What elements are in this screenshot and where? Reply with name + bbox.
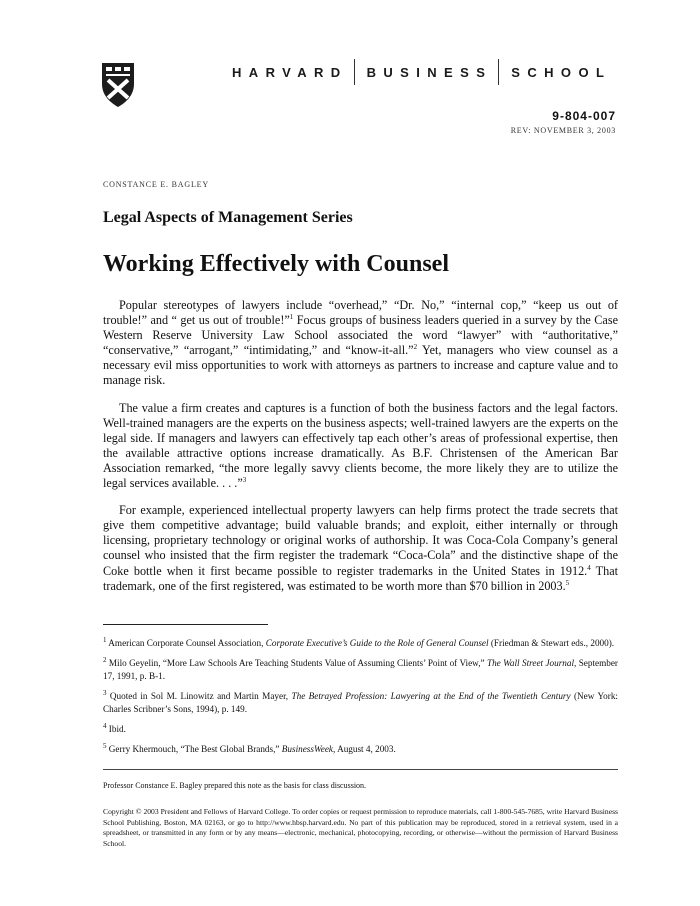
footnote-number: 1 [103,636,107,644]
footnotes [103,637,618,763]
footnote-number: 5 [103,742,107,750]
paragraph-text: For example, experienced intellectual property lawyers can help firms protect the trade secrets that give them competitive advantage; build valuable brands; and exploit, either internally or through licensing, proprietary technology or original works of authorship. It was Coca-Cola Company’s general counsel who insisted that the firm register the trademark “Coca-Cola” and the distinctive shape of the Coke bottle when it first became possible to register trademarks in the United States in 1912. [103,503,618,578]
footnote-divider [103,624,268,625]
footnote-text: Gerry Khermouch, “The Best Global Brands,” [106,744,282,754]
footnote-text: Ibid. [106,724,126,734]
prepared-note: Professor Constance E. Bagley prepared this note as the basis for class discussion. [103,781,367,790]
document-number: 9-804-007 [552,109,616,123]
paragraph [103,401,618,492]
paragraph-text: That trademark, one of the first registered, was estimated to be worth more than $70 billion in 2003. [103,563,618,593]
separator [498,59,499,85]
copyright-notice: Copyright © 2003 President and Fellows of Harvard College. To order copies or request permission to reproduce materials, call 1-800-545-7685, write Harvard Business School Publishing, Boston, MA 02163, or go to http://www.hbsp.harvard.edu. No part of this publication may be reproduced, stored in a retrieval system, used in a spreadsheet, or transmitted in any form or by any means—electronic, mechanical, photocopying, recording, or otherwise—without the permission of Harvard Business School. [103,807,618,848]
footnote-number: 2 [103,656,107,664]
footnote-title: Corporate Executive’s Guide to the Role of General Counsel [265,638,489,648]
footnote-title: BusinessWeek [281,744,333,754]
footnote [103,637,618,650]
footnote-text: , September 17, 1991, p. B-1. [103,658,618,681]
school-word-harvard: HARVARD [232,64,348,80]
footnote-title: The Wall Street Journal [486,658,575,668]
footnote-text: (Friedman & Stewart eds., 2000). [488,638,615,648]
separator [354,59,355,85]
series-title: Legal Aspects of Management Series [103,209,353,226]
revision-date: REV: NOVEMBER 3, 2003 [510,126,616,135]
page-title: Working Effectively with Counsel [103,251,449,277]
footnote-ref: 5 [565,578,570,587]
paragraph-text: Yet, managers who view counsel as a necessary evil miss opportunities to work with attorneys as partners to increase and capture value and to manage risk. [103,343,618,388]
author: CONSTANCE E. BAGLEY [103,180,209,189]
paragraph [103,298,618,389]
footnote [103,657,618,683]
footnote-ref: 4 [587,563,591,572]
footnote [103,723,618,736]
paragraph-text: Popular stereotypes of lawyers include “overhead,” “Dr. No,” “internal cop,” “keep us out of trouble!” and “ get us out of trouble!” [103,298,618,328]
header [101,62,621,116]
footnote-ref: 3 [242,476,247,485]
body-text [103,298,618,606]
footnote-text: Milo Geyelin, “More Law Schools Are Teaching Students Value of Assuming Clients’ Point of View,” [106,658,487,668]
footnote-text: American Corporate Counsel Association, [106,638,266,648]
footnote-number: 3 [103,689,107,697]
footnote-text: Quoted in Sol M. Linowitz and Martin Mayer, [106,691,292,701]
paragraph [103,503,618,594]
footnote-ref: 2 [413,343,418,352]
school-name [232,62,611,82]
footnote [103,743,618,756]
paragraph-text: Focus groups of business leaders queried in a survey by the Case Western Reserve University Law School associated the word “lawyer” with “authoritative,” “conservative,” “arrogant,” “intimidating,” and “know-it-all.” [103,313,618,358]
footnote-number: 4 [103,722,107,730]
bottom-divider [103,769,618,770]
footnote-ref: 1 [289,313,294,322]
footnote-title: The Betrayed Profession: Lawyering at the End of the Twentieth Century [291,691,571,701]
footnote-text: (New York: Charles Scribner’s Sons, 1994), p. 149. [103,691,618,714]
school-word-school: SCHOOL [511,64,612,80]
footnote [103,690,618,716]
paragraph-text: The value a firm creates and captures is a function of both the business factors and the legal factors. Well-trained managers are the experts on the business aspects; well-trained lawyers are the experts on the legal side. If managers and lawyers can effectively tap each other’s areas of professional expertise, then the available attractive options increase dramatically. As B.F. Christensen of the American Bar Association remarked, “the more legally savvy clients become, the more likely they are to utilize the legal services available. . . .” [103,400,618,491]
shield-icon [101,62,135,108]
school-word-business: BUSINESS [366,64,493,80]
footnote-text: , August 4, 2003. [332,744,396,754]
